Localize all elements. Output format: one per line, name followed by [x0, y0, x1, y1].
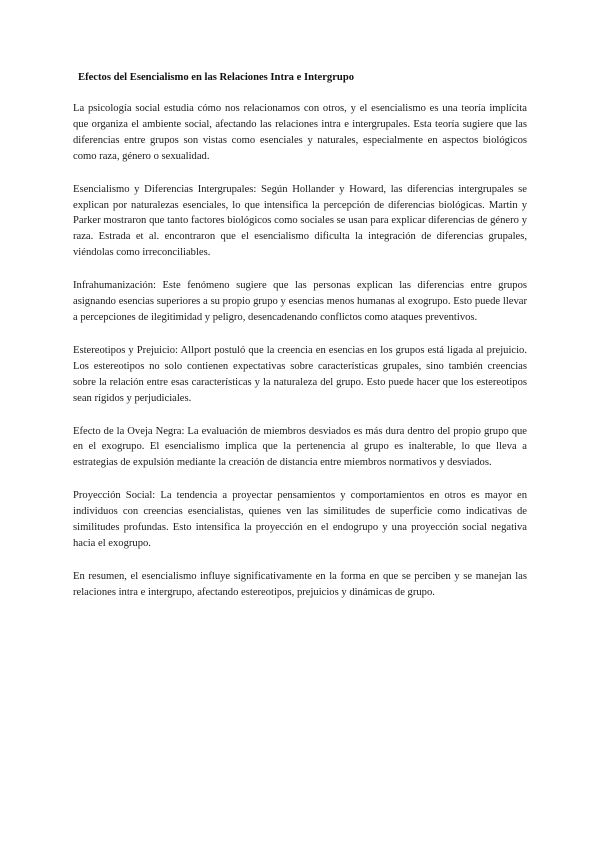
- paragraph-infrahumanizacion: Infrahumanización: Este fenómeno sugiere que las personas explican las diferencias entre grupos asignando esencias superiores a su propio grupo y esencias menos humanas al exogrupo. Esto puede llevar a percepciones de ilegitimidad y peligro, desencadenando conflictos como ataques preventivos.: [73, 280, 527, 323]
- paragraph-intro: La psicología social estudia cómo nos relacionamos con otros, y el esencialismo es una teoría implícita que organiza el ambiente social, afectando las relaciones intra e intergrupales. Esta teoría sugiere que las diferencias entre grupos son vistas como esenciales y naturales, especialmente en aspectos biológicos como raza, género o sexualidad.: [73, 103, 527, 162]
- document-body: [73, 101, 527, 618]
- paragraph-estereotipos-prejuicio: Estereotipos y Prejuicio: Allport postuló que la creencia en esencias en los grupos está ligada al prejuicio. Los estereotipos no solo contienen expectativas sobre características grupales, sino también creencias sobre la relación entre esas características y la naturaleza del grupo. Esto puede hacer que los estereotipos sean rígidos y perjudiciales.: [73, 344, 527, 404]
- paragraph-resumen: En resumen, el esencialismo influye significativamente en la forma en que se perciben y se manejan las relaciones intra e intergrupo, afectando estereotipos, prejuicios y dinámicas de grupo.: [73, 570, 527, 598]
- paragraph-esencialismo-diferencias: Esencialismo y Diferencias Intergrupales: Según Hollander y Howard, las diferencias intergrupales se explican por naturalezas esenciales, lo que intensifica la percepción de diferencias biológicas. Martin y Parker mostraron que tanto factores biológicos como sociales se usan para explicar diferencias de género y raza. Estrada et al. encontraron que el esencialismo dificulta la integración de diferencias grupales, viéndolas como irreconciliables.: [73, 183, 527, 259]
- document-title: Efectos del Esencialismo en las Relaciones Intra e Intergrupo: [78, 72, 355, 83]
- paragraph-oveja-negra: Efecto de la Oveja Negra: La evaluación de miembros desviados es más dura dentro del propio grupo que en el exogrupo. El esencialismo implica que la pertenencia al grupo es inalterable, lo que lleva a estrategias de expulsión mediante la creación de distancia entre miembros normativos y desviados.: [73, 425, 527, 469]
- paragraph-proyeccion-social: Proyección Social: La tendencia a proyectar pensamientos y comportamientos en otros es mayor en individuos con creencias esencialistas, quienes ven las similitudes de superficie como indicativas de similitudes profundas. Esto intensifica la proyección en el endogrupo y una proyección social negativa hacia el exogrupo.: [73, 490, 527, 549]
